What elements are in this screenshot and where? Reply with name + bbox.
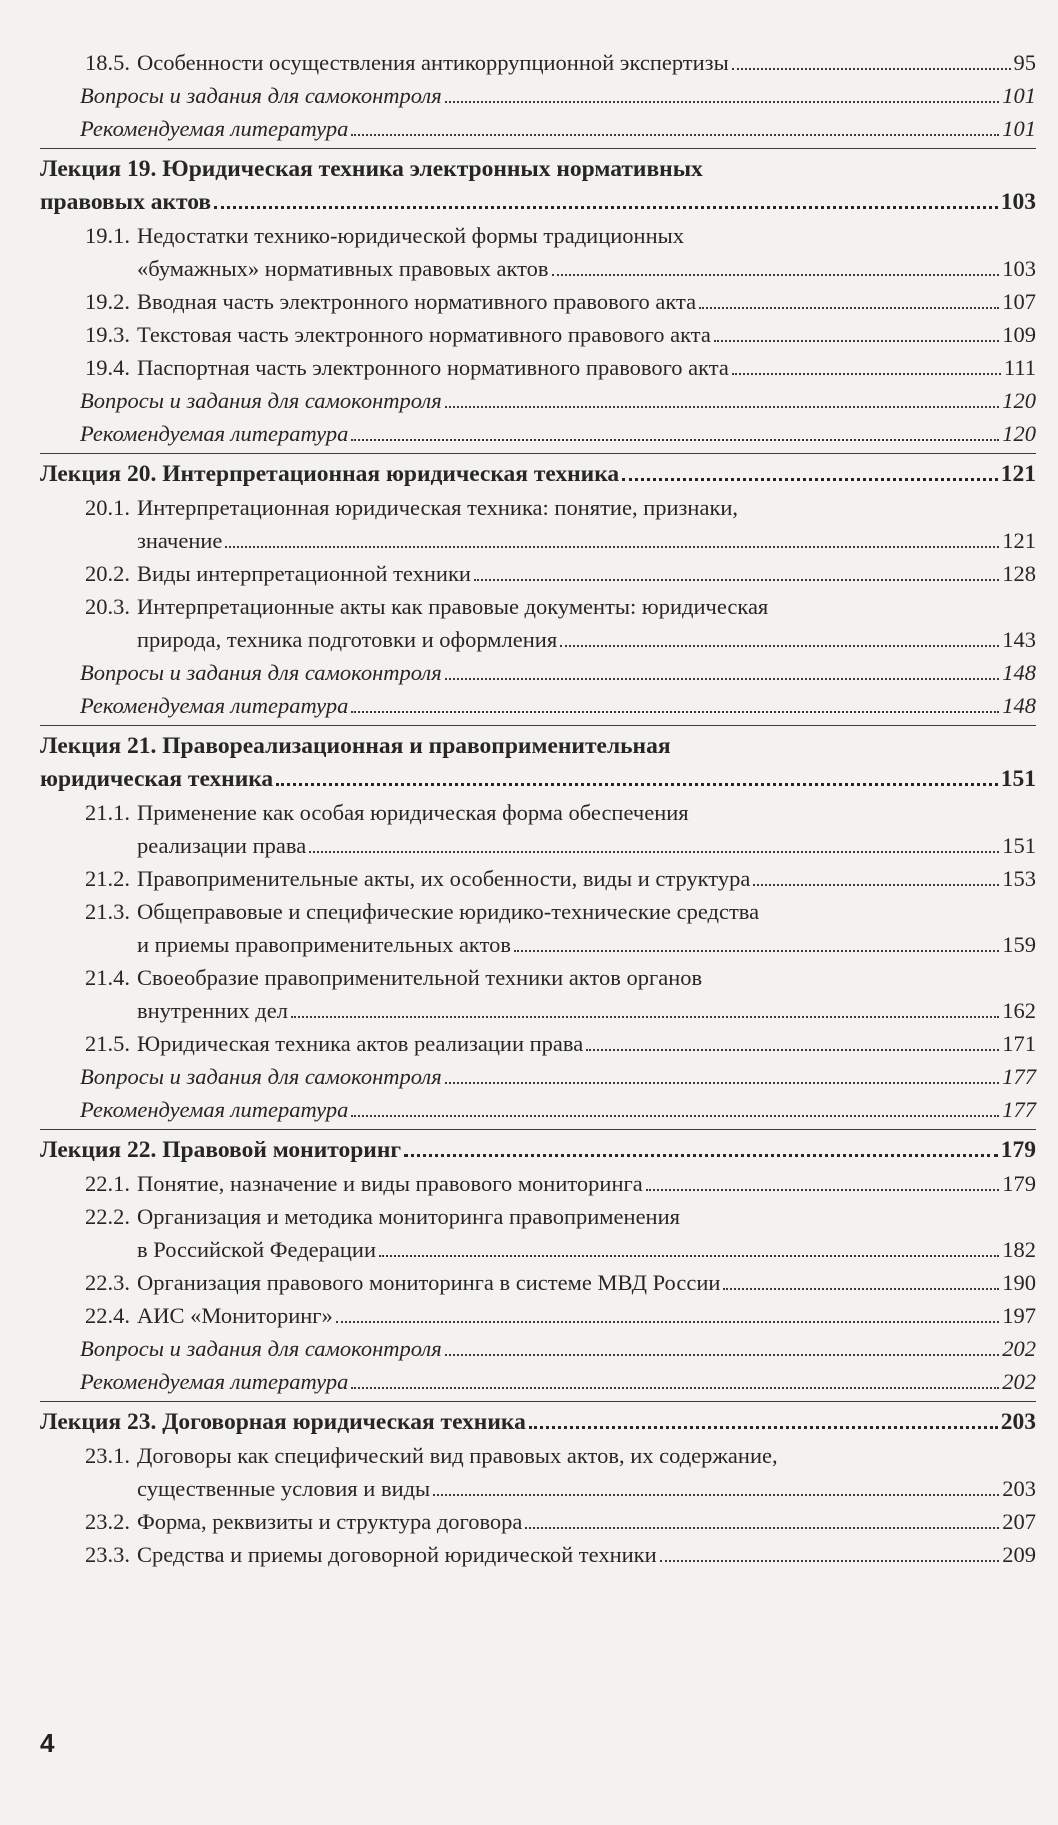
entry-title-line: Вопросы и задания для самоконтроля <box>80 1336 442 1361</box>
dot-leader <box>351 1386 999 1389</box>
lecture-separator <box>40 1129 1036 1130</box>
page-reference: 209 <box>1002 1542 1036 1567</box>
entry-title-line: Текстовая часть электронного нормативного правового акта <box>137 322 711 347</box>
entry-title-line: Своеобразие правоприменительной техники актов органов <box>137 965 703 990</box>
dot-leader <box>552 273 1000 276</box>
toc-section-entry[interactable] <box>40 557 1036 590</box>
dot-leader <box>309 850 999 853</box>
entry-title-line: Рекомендуемая литература <box>80 1369 349 1394</box>
section-number: 23.3. <box>85 1542 130 1567</box>
entry-title-line: и приемы правоприменительных актов <box>137 932 511 957</box>
dot-leader <box>732 372 1001 375</box>
dot-leader <box>445 1081 1000 1084</box>
entry-title-line: Рекомендуемая литература <box>80 116 349 141</box>
section-number: 23.1. <box>85 1443 130 1468</box>
entry-title-line: Общеправовые и специфические юридико-технические средства <box>137 899 760 924</box>
page-reference: 148 <box>1002 693 1036 718</box>
section-number: 19.2. <box>85 289 130 314</box>
toc-lecture-heading[interactable] <box>40 456 1036 491</box>
toc-auxiliary-entry[interactable] <box>40 1093 1036 1126</box>
entry-title-line: Понятие, назначение и виды правового мониторинга <box>137 1171 643 1196</box>
entry-title-line: правовых актов <box>40 189 212 215</box>
page-number: 4 <box>40 1728 55 1758</box>
page-reference: 101 <box>1002 116 1036 141</box>
dot-leader <box>723 1287 999 1290</box>
toc-section-entry[interactable] <box>40 1167 1036 1200</box>
dot-leader <box>646 1188 1000 1191</box>
dot-leader <box>699 306 999 309</box>
toc-auxiliary-entry[interactable] <box>40 656 1036 689</box>
toc-auxiliary-entry[interactable] <box>40 1365 1036 1398</box>
dot-leader <box>586 1048 999 1051</box>
page-reference: 151 <box>1000 766 1036 792</box>
toc-auxiliary-entry[interactable] <box>40 1060 1036 1093</box>
page-reference: 153 <box>1002 866 1036 891</box>
toc-section-entry[interactable] <box>40 1505 1036 1538</box>
page-reference: 120 <box>1002 388 1036 413</box>
dot-leader <box>225 545 999 548</box>
lecture-separator <box>40 148 1036 149</box>
toc-section-entry[interactable] <box>40 1027 1036 1060</box>
entry-title-line: Рекомендуемая литература <box>80 421 349 446</box>
page-reference: 121 <box>1002 528 1036 553</box>
entry-title-line: Правоприменительные акты, их особенности, виды и структура <box>137 866 751 891</box>
section-number: 22.3. <box>85 1270 130 1295</box>
page-reference: 103 <box>1002 256 1036 281</box>
section-number: 21.4. <box>85 965 130 990</box>
entry-title-line: Паспортная часть электронного нормативного правового акта <box>137 355 729 380</box>
dot-leader <box>514 949 999 952</box>
section-number: 19.3. <box>85 322 130 347</box>
page-reference: 109 <box>1002 322 1036 347</box>
entry-title-line: Рекомендуемая литература <box>80 693 349 718</box>
page-reference: 203 <box>1002 1476 1036 1501</box>
toc-lecture-heading[interactable] <box>40 151 1036 219</box>
page-reference: 171 <box>1002 1031 1036 1056</box>
lecture-separator <box>40 1401 1036 1402</box>
dot-leader <box>560 644 999 647</box>
section-number: 20.2. <box>85 561 130 586</box>
page-reference: 197 <box>1002 1303 1036 1328</box>
toc-lecture-heading[interactable] <box>40 728 1036 796</box>
page-reference: 177 <box>1002 1097 1036 1122</box>
entry-title-line: реализации права <box>137 833 307 858</box>
toc-auxiliary-entry[interactable] <box>40 79 1036 112</box>
toc-lecture-heading[interactable] <box>40 1404 1036 1439</box>
toc-section-entry[interactable] <box>40 1538 1036 1571</box>
toc-section-entry[interactable] <box>40 1266 1036 1299</box>
table-of-contents <box>40 46 1036 1571</box>
page-reference: 190 <box>1002 1270 1036 1295</box>
lecture-separator <box>40 725 1036 726</box>
section-number: 21.1. <box>85 800 130 825</box>
dot-leader <box>351 710 999 713</box>
toc-section-entry[interactable] <box>40 796 1036 862</box>
page-reference: 107 <box>1002 289 1036 314</box>
page-reference: 95 <box>1013 50 1036 75</box>
entry-title-line: Средства и приемы договорной юридической техники <box>137 1542 657 1567</box>
toc-section-entry[interactable] <box>40 1200 1036 1266</box>
entry-title-line: Лекция 22. Правовой мониторинг <box>40 1137 402 1163</box>
entry-title-line: «бумажных» нормативных правовых актов <box>137 256 549 281</box>
entry-title-line: природа, техника подготовки и оформления <box>137 627 558 652</box>
page-reference: 207 <box>1002 1509 1036 1534</box>
page-reference: 103 <box>1000 189 1036 215</box>
entry-title-line: Форма, реквизиты и структура договора <box>137 1509 523 1534</box>
page-reference: 202 <box>1002 1369 1036 1394</box>
section-number: 23.2. <box>85 1509 130 1534</box>
page-reference: 111 <box>1003 355 1036 380</box>
entry-title-line: АИС «Мониторинг» <box>137 1303 333 1328</box>
entry-title-line: Лекция 20. Интерпретационная юридическая техника <box>40 461 620 487</box>
section-number: 22.1. <box>85 1171 130 1196</box>
toc-section-entry[interactable] <box>40 590 1036 656</box>
entry-title-line: Вводная часть электронного нормативного правового акта <box>137 289 697 314</box>
dot-leader <box>214 205 998 209</box>
section-number: 20.1. <box>85 495 130 520</box>
entry-title-line: Организация правового мониторинга в системе МВД России <box>137 1270 721 1295</box>
dot-leader <box>753 883 999 886</box>
entry-title-line: Юридическая техника актов реализации права <box>137 1031 584 1056</box>
lecture-separator <box>40 453 1036 454</box>
entry-title-line: Виды интерпретационной техники <box>137 561 471 586</box>
dot-leader <box>276 782 998 786</box>
toc-section-entry[interactable] <box>40 46 1036 79</box>
toc-auxiliary-entry[interactable] <box>40 1332 1036 1365</box>
section-number: 22.4. <box>85 1303 130 1328</box>
entry-title-line: Лекция 21. Правореализационная и правоприменительная <box>40 733 671 759</box>
entry-title-line: Особенности осуществления антикоррупционной экспертизы <box>137 50 729 75</box>
dot-leader <box>714 339 999 342</box>
entry-title-line: значение <box>137 528 223 553</box>
dot-leader <box>622 477 998 481</box>
dot-leader <box>660 1559 1000 1562</box>
dot-leader <box>404 1153 998 1157</box>
page-reference: 121 <box>1000 461 1036 487</box>
toc-auxiliary-entry[interactable] <box>40 417 1036 450</box>
entry-title-line: Рекомендуемая литература <box>80 1097 349 1122</box>
dot-leader <box>351 1114 999 1117</box>
toc-section-entry[interactable] <box>40 895 1036 961</box>
page-reference: 179 <box>1002 1171 1036 1196</box>
page-reference: 159 <box>1002 932 1036 957</box>
toc-section-entry[interactable] <box>40 219 1036 285</box>
entry-title-line: Вопросы и задания для самоконтроля <box>80 388 442 413</box>
toc-section-entry[interactable] <box>40 961 1036 1027</box>
entry-title-line: Применение как особая юридическая форма обеспечения <box>137 800 689 825</box>
toc-auxiliary-entry[interactable] <box>40 112 1036 145</box>
dot-leader <box>291 1015 999 1018</box>
entry-title-line: Вопросы и задания для самоконтроля <box>80 1064 442 1089</box>
dot-leader <box>445 1353 1000 1356</box>
toc-section-entry[interactable] <box>40 491 1036 557</box>
entry-title-line: внутренних дел <box>137 998 288 1023</box>
page-reference: 202 <box>1002 1336 1036 1361</box>
entry-title-line: Договоры как специфический вид правовых актов, их содержание, <box>137 1443 778 1468</box>
section-number: 21.3. <box>85 899 130 924</box>
page-reference: 177 <box>1002 1064 1036 1089</box>
page-reference: 148 <box>1002 660 1036 685</box>
page-reference: 120 <box>1002 421 1036 446</box>
entry-title-line: Организация и методика мониторинга правоприменения <box>137 1204 680 1229</box>
page-reference: 143 <box>1002 627 1036 652</box>
page-reference: 128 <box>1002 561 1036 586</box>
dot-leader <box>732 67 1011 70</box>
toc-section-entry[interactable] <box>40 1299 1036 1332</box>
section-number: 20.3. <box>85 594 130 619</box>
page-reference: 151 <box>1002 833 1036 858</box>
entry-title-line: в Российской Федерации <box>137 1237 377 1262</box>
toc-section-entry[interactable] <box>40 1439 1036 1505</box>
entry-title-line: существенные условия и виды <box>137 1476 431 1501</box>
page-reference: 101 <box>1002 83 1036 108</box>
entry-title-line: Интерпретационная юридическая техника: понятие, признаки, <box>137 495 739 520</box>
dot-leader <box>336 1320 999 1323</box>
section-number: 21.5. <box>85 1031 130 1056</box>
toc-section-entry[interactable] <box>40 285 1036 318</box>
dot-leader <box>445 405 1000 408</box>
section-number: 19.4. <box>85 355 130 380</box>
dot-leader <box>351 438 999 441</box>
page-reference: 203 <box>1000 1409 1036 1435</box>
section-number: 22.2. <box>85 1204 130 1229</box>
toc-auxiliary-entry[interactable] <box>40 689 1036 722</box>
page-reference: 182 <box>1002 1237 1036 1262</box>
entry-title-line: Лекция 19. Юридическая техника электронных нормативных <box>40 156 703 182</box>
toc-lecture-heading[interactable] <box>40 1132 1036 1167</box>
dot-leader <box>351 133 999 136</box>
dot-leader <box>529 1425 998 1429</box>
entry-title-line: юридическая техника <box>40 766 274 792</box>
dot-leader <box>474 578 999 581</box>
toc-auxiliary-entry[interactable] <box>40 384 1036 417</box>
section-number: 19.1. <box>85 223 130 248</box>
dot-leader <box>379 1254 999 1257</box>
dot-leader <box>445 677 1000 680</box>
toc-section-entry[interactable] <box>40 862 1036 895</box>
dot-leader <box>525 1526 999 1529</box>
toc-section-entry[interactable] <box>40 318 1036 351</box>
dot-leader <box>445 100 1000 103</box>
section-number: 21.2. <box>85 866 130 891</box>
section-number: 18.5. <box>85 50 130 75</box>
toc-section-entry[interactable] <box>40 351 1036 384</box>
entry-title-line: Недостатки технико-юридической формы традиционных <box>137 223 684 248</box>
entry-title-line: Интерпретационные акты как правовые документы: юридическая <box>137 594 769 619</box>
page-reference: 162 <box>1002 998 1036 1023</box>
entry-title-line: Вопросы и задания для самоконтроля <box>80 660 442 685</box>
entry-title-line: Вопросы и задания для самоконтроля <box>80 83 442 108</box>
dot-leader <box>433 1493 999 1496</box>
entry-title-line: Лекция 23. Договорная юридическая техника <box>40 1409 526 1435</box>
page-reference: 179 <box>1000 1137 1036 1163</box>
